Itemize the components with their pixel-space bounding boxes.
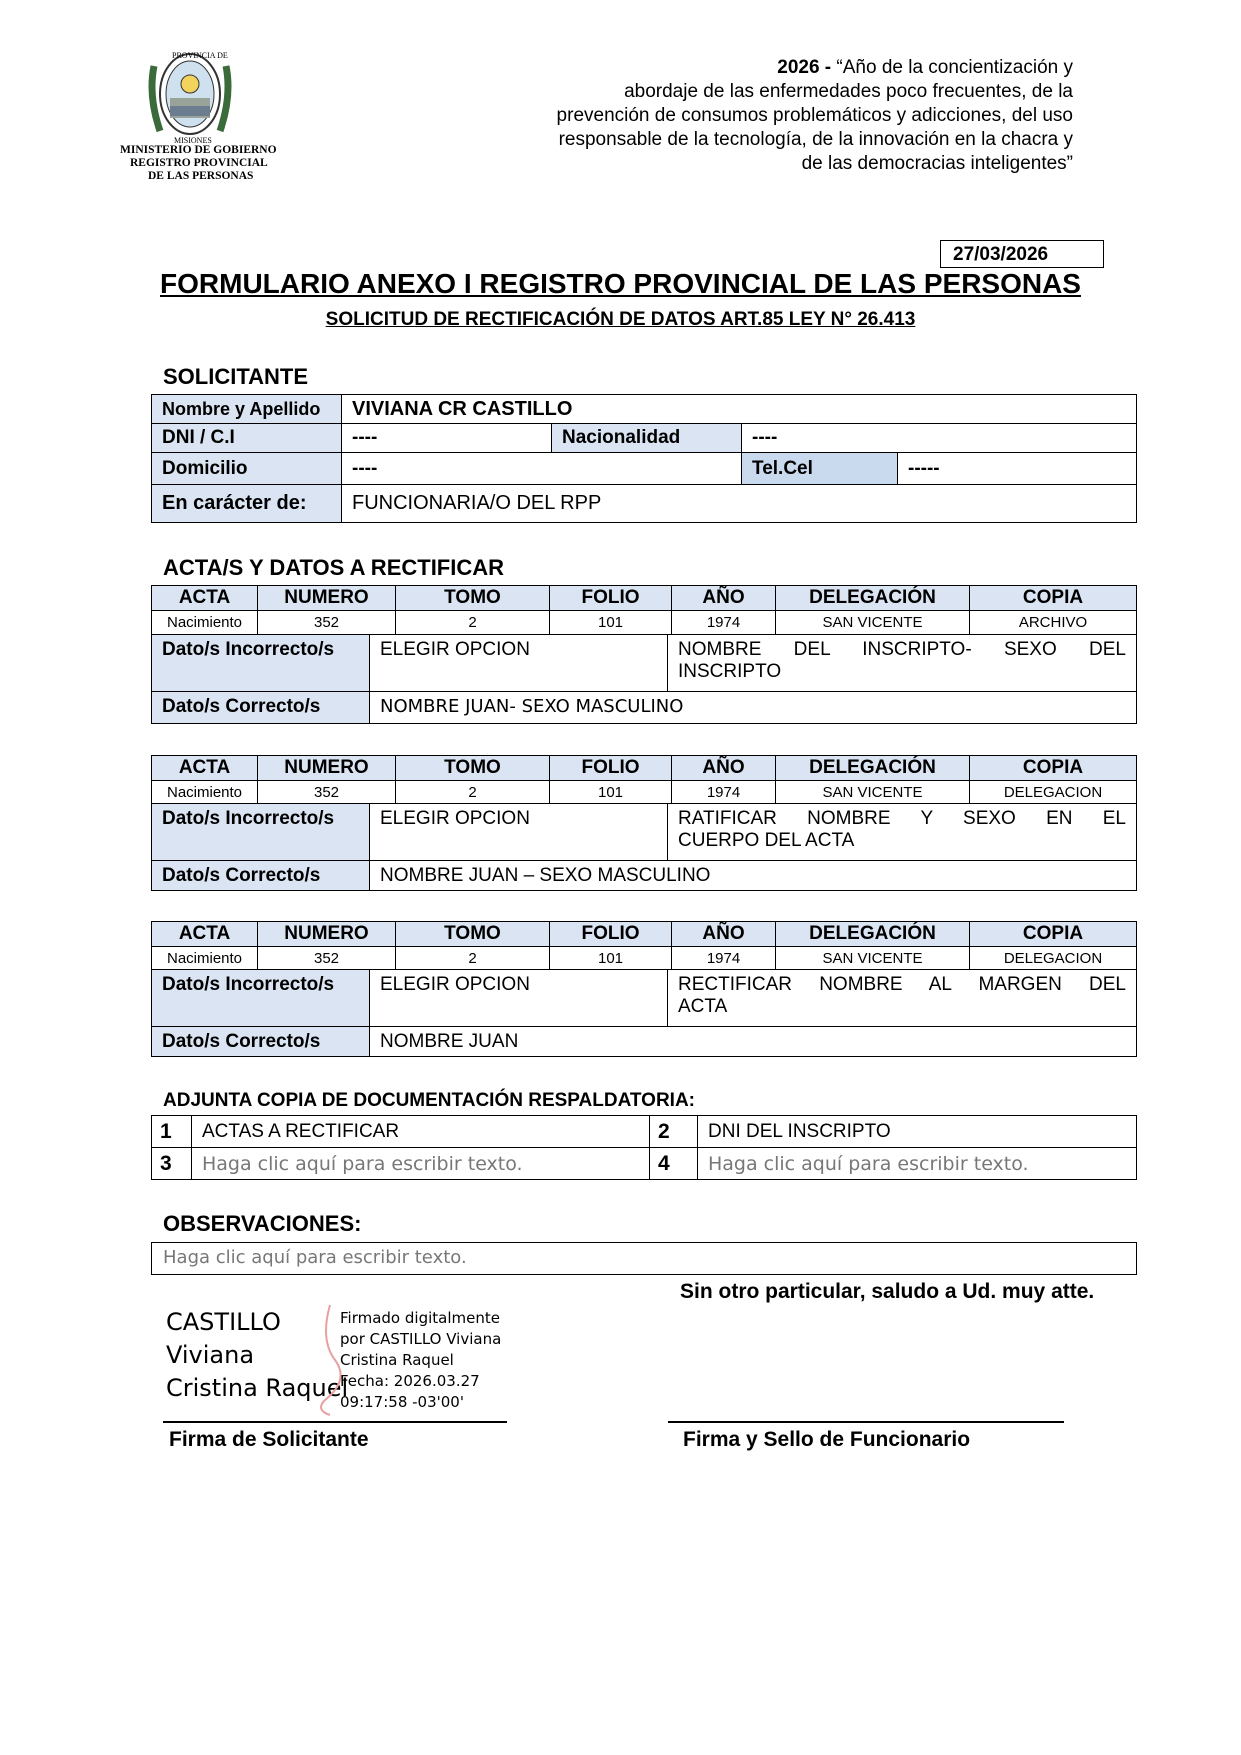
domicilio-field[interactable]: ---- [342, 453, 742, 485]
incorrect-field[interactable]: RATIFICAR NOMBRE Y SEXO EN EL CUERPO DEL ACTA [668, 804, 1137, 861]
correct-field[interactable]: NOMBRE JUAN [370, 1027, 1137, 1057]
col-numero: NUMERO [258, 586, 396, 611]
adjunta-field[interactable]: ACTAS A RECTIFICAR [192, 1116, 650, 1148]
form-date[interactable]: 27/03/2026 [940, 240, 1104, 268]
adjunta-num: 2 [650, 1116, 698, 1148]
firma-funcionario-label: Firma y Sello de Funcionario [683, 1428, 971, 1451]
signature-line-solicitante [163, 1421, 507, 1423]
incorrect-label: Dato/s Incorrecto/s [152, 804, 370, 861]
nombre-label: Nombre y Apellido [152, 395, 342, 424]
form-subtitle: SOLICITUD DE RECTIFICACIÓN DE DATOS ART.85 LEY N° 26.413 [325, 309, 916, 330]
acta-cell[interactable]: Nacimiento [152, 781, 258, 804]
col-copia: COPIA [970, 922, 1137, 947]
acta-table [151, 585, 1137, 635]
col-acta: ACTA [152, 922, 258, 947]
solicitante-heading: SOLICITANTE [163, 364, 309, 389]
adjunta-num: 3 [152, 1148, 192, 1180]
solicitante-table [151, 394, 1137, 523]
acta-cell[interactable]: 1974 [672, 781, 776, 804]
acta-cell[interactable]: DELEGACION [970, 781, 1137, 804]
correct-field[interactable]: NOMBRE JUAN- SEXO MASCULINO [370, 692, 1137, 724]
col-tomo: TOMO [396, 586, 550, 611]
incorrect-field[interactable]: RECTIFICAR NOMBRE AL MARGEN DEL ACTA [668, 970, 1137, 1027]
correct-label: Dato/s Correcto/s [152, 692, 370, 724]
col-anio: AÑO [672, 756, 776, 781]
col-delegacion: DELEGACIÓN [776, 586, 970, 611]
acta-cell[interactable]: Nacimiento [152, 611, 258, 635]
nacionalidad-label: Nacionalidad [552, 424, 742, 453]
acta-cell[interactable]: 2 [396, 781, 550, 804]
datos-table [151, 803, 1137, 891]
seal-top-text: PROVINCIA DE [172, 51, 228, 60]
acta-table [151, 755, 1137, 804]
col-folio: FOLIO [550, 586, 672, 611]
acta-cell[interactable]: 352 [258, 947, 396, 970]
acta-cell[interactable]: 352 [258, 781, 396, 804]
col-copia: COPIA [970, 586, 1137, 611]
nombre-field[interactable]: VIVIANA CR CASTILLO [342, 395, 1137, 424]
col-delegacion: DELEGACIÓN [776, 756, 970, 781]
signature-line-funcionario [668, 1421, 1064, 1423]
acta-cell[interactable]: Nacimiento [152, 947, 258, 970]
acta-cell[interactable]: 101 [550, 947, 672, 970]
adjunta-field[interactable]: DNI DEL INSCRIPTO [698, 1116, 1137, 1148]
datos-table [151, 969, 1137, 1057]
acta-cell[interactable]: 1974 [672, 611, 776, 635]
nacionalidad-field[interactable]: ---- [742, 424, 1137, 453]
option-select[interactable]: ELEGIR OPCION [370, 970, 668, 1027]
acta-cell[interactable]: 352 [258, 611, 396, 635]
form-title: FORMULARIO ANEXO I REGISTRO PROVINCIAL DE LAS PERSONAS [160, 268, 1081, 299]
acta-cell[interactable]: SAN VICENTE [776, 611, 970, 635]
col-folio: FOLIO [550, 922, 672, 947]
col-acta: ACTA [152, 756, 258, 781]
tel-field[interactable]: ----- [898, 453, 1137, 485]
acta-cell[interactable]: 1974 [672, 947, 776, 970]
seal-bottom-text: MISIONES [174, 136, 212, 145]
col-delegacion: DELEGACIÓN [776, 922, 970, 947]
actas-heading: ACTA/S Y DATOS A RECTIFICAR [163, 555, 505, 580]
adjunta-table [151, 1115, 1137, 1180]
option-select[interactable]: ELEGIR OPCION [370, 635, 668, 692]
domicilio-label: Domicilio [152, 453, 342, 485]
acta-cell[interactable]: SAN VICENTE [776, 781, 970, 804]
correct-field[interactable]: NOMBRE JUAN – SEXO MASCULINO [370, 861, 1137, 891]
year-slogan: 2026 - “Año de la concientización y abordaje de las enfermedades poco frecuentes, de la prevención de consumos problemáticos y adicciones, del uso responsable de la tecnología, de la innovación en la chacra y de las democracias inteligentes” [556, 57, 1073, 174]
acta-cell[interactable]: 2 [396, 947, 550, 970]
col-acta: ACTA [152, 586, 258, 611]
signature-name: CASTILLO Viviana Cristina Raquel [166, 1308, 349, 1402]
col-numero: NUMERO [258, 922, 396, 947]
col-copia: COPIA [970, 756, 1137, 781]
correct-label: Dato/s Correcto/s [152, 861, 370, 891]
adjunta-field[interactable]: Haga clic aquí para escribir texto. [192, 1148, 650, 1180]
digital-signature-stamp: Firmado digitalmente por CASTILLO Viviana Cristina Raquel Fecha: 2026.03.27 09:17:58 -03'00' [340, 1309, 502, 1411]
acta-cell[interactable]: ARCHIVO [970, 611, 1137, 635]
option-select[interactable]: ELEGIR OPCION [370, 804, 668, 861]
acta-table [151, 921, 1137, 970]
tel-label: Tel.Cel [742, 453, 898, 485]
ministry-name: MINISTERIO DE GOBIERNO REGISTRO PROVINCIAL DE LAS PERSONAS [120, 144, 277, 182]
col-numero: NUMERO [258, 756, 396, 781]
col-tomo: TOMO [396, 756, 550, 781]
acta-cell[interactable]: 101 [550, 611, 672, 635]
col-folio: FOLIO [550, 756, 672, 781]
incorrect-field[interactable]: NOMBRE DEL INSCRIPTO- SEXO DEL INSCRIPTO [668, 635, 1137, 692]
adjunta-num: 4 [650, 1148, 698, 1180]
incorrect-label: Dato/s Incorrecto/s [152, 970, 370, 1027]
datos-table [151, 634, 1137, 724]
acta-cell[interactable]: DELEGACION [970, 947, 1137, 970]
adjunta-num: 1 [152, 1116, 192, 1148]
correct-label: Dato/s Correcto/s [152, 1027, 370, 1057]
acta-cell[interactable]: 2 [396, 611, 550, 635]
acta-cell[interactable]: SAN VICENTE [776, 947, 970, 970]
firma-solicitante-label: Firma de Solicitante [169, 1428, 369, 1451]
incorrect-label: Dato/s Incorrecto/s [152, 635, 370, 692]
col-tomo: TOMO [396, 922, 550, 947]
caracter-field[interactable]: FUNCIONARIA/O DEL RPP [342, 485, 1137, 523]
col-anio: AÑO [672, 922, 776, 947]
adjunta-heading: ADJUNTA COPIA DE DOCUMENTACIÓN RESPALDATORIA: [163, 1090, 695, 1111]
closing-text: Sin otro particular, saludo a Ud. muy atte. [680, 1280, 1095, 1303]
caracter-label: En carácter de: [152, 485, 342, 523]
adjunta-field[interactable]: Haga clic aquí para escribir texto. [698, 1148, 1137, 1180]
col-anio: AÑO [672, 586, 776, 611]
observaciones-heading: OBSERVACIONES: [163, 1211, 362, 1236]
dni-field[interactable]: ---- [342, 424, 552, 453]
acta-cell[interactable]: 101 [550, 781, 672, 804]
dni-label: DNI / C.I [152, 424, 342, 453]
observaciones-field[interactable]: Haga clic aquí para escribir texto. [151, 1242, 1137, 1275]
